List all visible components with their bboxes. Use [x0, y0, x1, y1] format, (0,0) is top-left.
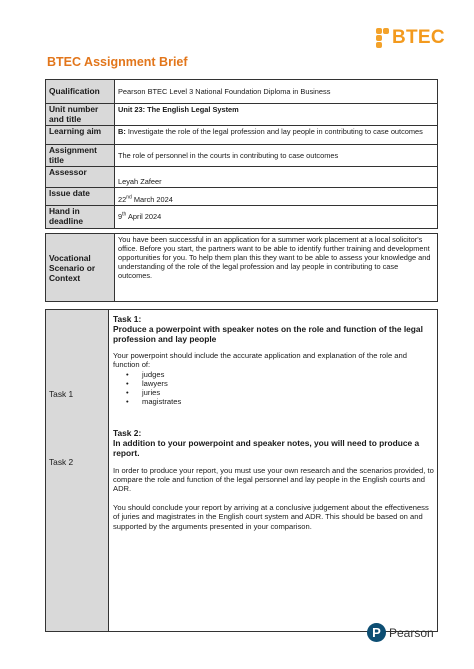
task-2-label: Task 2: [49, 457, 74, 467]
info-label: Hand in deadline: [46, 206, 115, 228]
btec-wordmark: BTEC: [392, 27, 445, 48]
page-title: BTEC Assignment Brief: [47, 55, 188, 69]
info-row-qualification: [46, 80, 438, 104]
info-row-unit: [46, 104, 438, 126]
info-value: [115, 188, 438, 206]
tasks-table: [45, 309, 438, 632]
info-label: Assessor: [46, 167, 115, 188]
role-list: [113, 370, 434, 407]
issue-month-year: March 2024: [131, 195, 173, 205]
task-2-title: In addition to your powerpoint and speaker notes, you will need to produce a report.: [113, 437, 420, 458]
list-item: • magistrates: [142, 397, 434, 406]
info-label: Unit number and title: [46, 104, 115, 126]
info-label: Issue date: [46, 188, 115, 206]
info-label: Qualification: [46, 80, 115, 104]
learning-aim-code: B:: [118, 127, 126, 137]
info-row-assignment-title: [46, 145, 438, 167]
info-row-issue-date: [46, 188, 438, 206]
learning-aim-text: Investigate the role of the legal profession and lay people in contributing to case outcomes: [125, 127, 423, 137]
task-1-intro: Your powerpoint should include the accurate application and explanation of the role and function of:: [113, 351, 407, 370]
scenario-label: Vocational Scenario or Context: [46, 234, 115, 302]
task-2-paragraph-1: In order to produce your report, you must use your own research and the scenarios provided, to compare the role and function of the legal personnel and lay people in the English courts and ADR.: [113, 465, 434, 494]
task-2-heading: Task 2:: [113, 427, 142, 438]
info-value: Pearson BTEC Level 3 National Foundation Diploma in Business: [115, 80, 438, 104]
info-row-assessor: [46, 167, 438, 188]
scenario-table: [45, 233, 438, 302]
btec-mark-icon: [376, 28, 390, 48]
issue-day-suffix: nd: [126, 194, 132, 201]
task-labels-column: [46, 310, 109, 632]
list-item: • judges: [142, 370, 434, 379]
deadline-day-suffix: th: [122, 211, 127, 218]
btec-logo: [376, 26, 445, 50]
info-value: Unit 23: The English Legal System: [115, 104, 438, 126]
info-value: The role of personnel in the courts in contributing to case outcomes: [115, 145, 438, 167]
task-1-label: Task 1: [49, 389, 74, 399]
assignment-info-table: [45, 79, 438, 229]
pearson-logo: [367, 623, 434, 642]
info-row-deadline: [46, 206, 438, 228]
list-item: • juries: [142, 388, 434, 397]
task-1-title: Produce a powerpoint with speaker notes on the role and function of the legal profession and lay people: [113, 324, 423, 344]
deadline-month-year: April 2024: [126, 212, 162, 222]
pearson-wordmark: Pearson: [389, 625, 434, 640]
issue-day: 22: [118, 195, 127, 205]
task-2-paragraph-2: You should conclude your report by arriving at a conclusive judgement about the effectiveness of juries and magistrates in the English court system and ADR. This should be based on and supported by the arguments presented in your comparison.: [113, 502, 429, 531]
tasks-body: [109, 310, 438, 632]
info-value: [115, 126, 438, 145]
info-label: Learning aim: [46, 126, 115, 145]
info-label: Assignment title: [46, 145, 115, 167]
pearson-mark-icon: P: [367, 623, 386, 642]
scenario-text: You have been successful in an application for a summer work placement at a local solicitor's office. Before you start, the partners want to be able to identify further training and development opportunities for you. To help them plan this they want to be able to assess your knowledge and understanding of the role of the legal profession and lay people in contributing to case outcomes.: [115, 234, 438, 302]
info-value: [115, 206, 438, 228]
info-value: Leyah Zafeer: [115, 167, 438, 188]
info-row-learning-aim: [46, 126, 438, 145]
deadline-day: 9: [118, 212, 123, 222]
task-1-heading: Task 1:: [113, 314, 142, 324]
list-item: • lawyers: [142, 379, 434, 388]
